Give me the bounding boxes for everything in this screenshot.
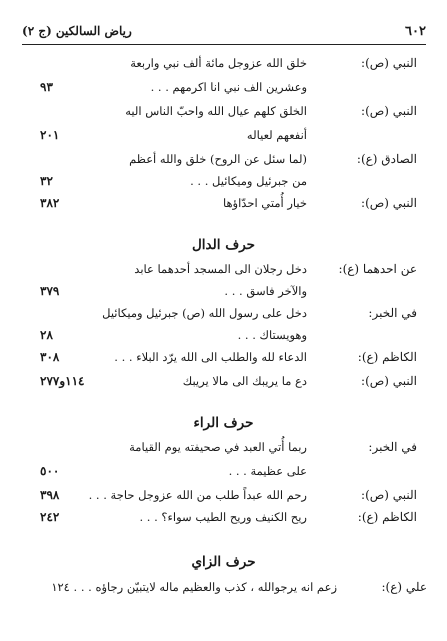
entry-speaker: النبي (ص):: [361, 374, 417, 388]
entry-text: دخل على رسول الله (ص) جبرئيل وميكائيل: [102, 306, 307, 320]
entry-text: دخل رجلان الى المسجد أحدهما عابد: [134, 262, 307, 276]
running-title: رياض السالكين (ج ٢): [22, 24, 132, 38]
entry-speaker: علي (ع):: [381, 580, 427, 594]
index-entry: [0, 488, 447, 508]
entry-text: رحم الله عبداً طلب من الله عزوجل حاجة . . .: [88, 488, 307, 502]
section-heading-zay: حرف الزاي: [191, 554, 256, 570]
page-number: ٦٠٢: [405, 24, 426, 39]
index-entry: [0, 262, 447, 282]
entry-text: الدعاء لله والطلب الى الله يرّد البلاء . . .: [114, 350, 307, 364]
entry-text: الخلق كلهم عيال الله واحبّ الناس اليه: [125, 104, 307, 118]
entry-text: ريح الكنيف وريح الطيب سواء؟ . . .: [139, 510, 307, 524]
entry-text: خيار أُمتي احدّاؤها: [222, 196, 307, 210]
entry-speaker: الصادق (ع):: [356, 152, 417, 166]
index-entry: [0, 440, 447, 460]
entry-speaker: في الخبر:: [368, 306, 417, 320]
entry-text: دع ما يريبك الى مالا يريبك: [182, 374, 307, 388]
index-entry: [0, 80, 447, 100]
entry-page-ref: ٥٠٠: [40, 464, 60, 478]
section-heading-dal: حرف الدال: [192, 237, 255, 253]
entry-page-ref: ٢٨: [40, 328, 53, 342]
entry-text: زعم انه يرجوالله ، كذب والعظيم ماله لايتبيّن رجاؤه . . . ١٢٤: [51, 580, 337, 594]
entry-text: أنفعهم لعياله: [246, 128, 307, 142]
entry-page-ref: ٣٩٨: [40, 488, 60, 502]
entry-text: من جبرئيل وميكائيل . . .: [190, 174, 307, 188]
index-entry: [0, 104, 447, 124]
entry-page-ref: ٣٨٢: [40, 196, 60, 210]
entry-speaker: النبي (ص):: [361, 488, 417, 502]
index-entry: [0, 306, 447, 326]
entry-text: وهويستاك . . .: [237, 328, 307, 342]
entry-page-ref: ٢٠١: [40, 128, 60, 142]
index-entry: [0, 350, 447, 370]
index-entry: [0, 374, 447, 394]
entry-text: وعشرين الف نبي انا اكرمهم . . .: [150, 80, 307, 94]
index-entry: [0, 152, 447, 172]
index-entry: [0, 510, 447, 530]
entry-text: خلق الله عزوجل مائة ألف نبي واربعة: [130, 56, 307, 70]
entry-text: والآخر فاسق . . .: [224, 284, 307, 298]
index-entry: [0, 464, 447, 484]
page-header: [22, 22, 426, 45]
entry-speaker: عن احدهما (ع):: [338, 262, 417, 276]
entry-page-ref: ٣٢: [40, 174, 53, 188]
entry-speaker: النبي (ص):: [361, 104, 417, 118]
index-entry: [0, 284, 447, 304]
index-entry: [0, 580, 447, 600]
index-entry: [0, 128, 447, 148]
section-heading-ra: حرف الراء: [193, 415, 254, 431]
index-entry: [0, 196, 447, 216]
index-entry: [0, 328, 447, 348]
entry-text: ربما أُتي العبد في صحيفته يوم القيامة: [129, 440, 307, 454]
entry-speaker: النبي (ص):: [361, 56, 417, 70]
entry-page-ref: ٩٣: [40, 80, 53, 94]
entry-speaker: النبي (ص):: [361, 196, 417, 210]
entry-speaker: الكاظم (ع):: [357, 350, 417, 364]
entry-page-ref: ١١٤و٢٧٧: [40, 374, 85, 388]
entry-page-ref: ٢٤٢: [40, 510, 60, 524]
entry-page-ref: ٣٧٩: [40, 284, 60, 298]
entry-speaker: في الخبر:: [368, 440, 417, 454]
index-entry: [0, 174, 447, 194]
entry-page-ref: ٣٠٨: [40, 350, 60, 364]
index-entry: [0, 56, 447, 76]
entry-text: (لما سئل عن الروح) خلق والله أعظم: [129, 152, 307, 166]
entry-speaker: الكاظم (ع):: [357, 510, 417, 524]
entry-text: على عظيمة . . .: [228, 464, 307, 478]
